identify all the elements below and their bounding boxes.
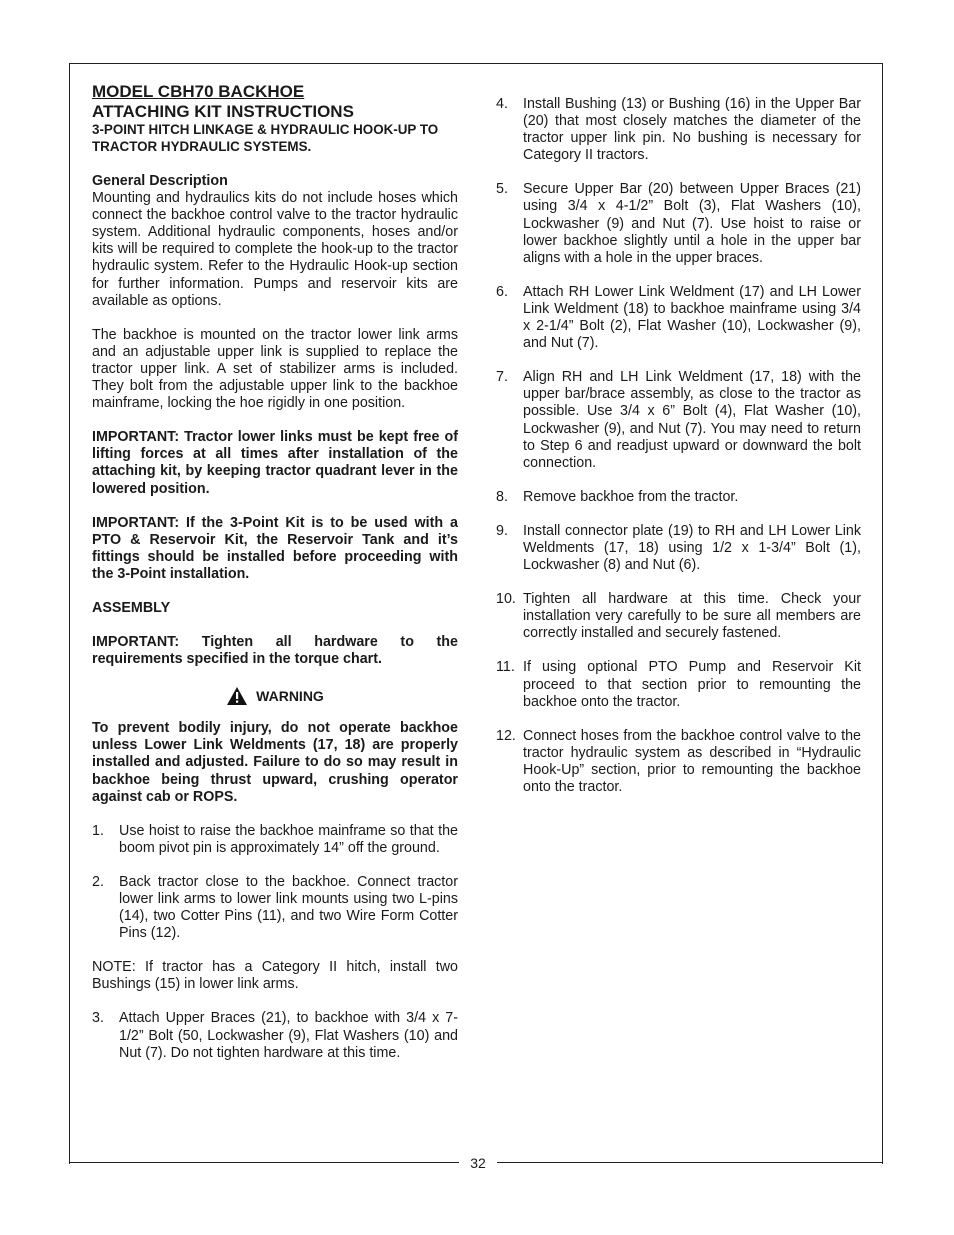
step-text: Back tractor close to the backhoe. Connect tractor lower link arms to lower link mounts using two L-pins (14), two Cotter Pins (11), and two Wire Form Cotter Pins (12). bbox=[119, 873, 458, 942]
list-item bbox=[496, 96, 861, 164]
step-number: 12. bbox=[496, 727, 516, 744]
step-text: Attach RH Lower Link Weldment (17) and LH Lower Link Weldment (18) to backhoe mainframe using 3/4 x 2-1/4” Bolt (2), Flat Washer (10), Lockwasher (9), and Nut (7). bbox=[523, 283, 861, 352]
step-number: 9. bbox=[496, 522, 508, 539]
general-description-para2: The backhoe is mounted on the tractor lower link arms and an adjustable upper link is supplied to replace the tractor upper link. A set of stabilizer arms is included. They bolt from the adjustable upper link to the backhoe mainframe, locking the hoe rigidly in one position. bbox=[92, 326, 458, 412]
warning-header bbox=[92, 686, 458, 706]
step-text: Remove backhoe from the tractor. bbox=[523, 488, 739, 505]
list-item bbox=[496, 489, 861, 506]
step-text: Tighten all hardware at this time. Check your installation very carefully to be sure all members are correctly installed and securely fastened. bbox=[523, 591, 861, 642]
note-category-ii: NOTE: If tractor has a Category II hitch, install two Bushings (15) in lower link arms. bbox=[92, 959, 458, 993]
step-text: Connect hoses from the backhoe control valve to the tractor hydraulic system as described in “Hydraulic Hook-Up” section, prior to remounting the backhoe onto the tractor. bbox=[523, 727, 861, 795]
assembly-heading: ASSEMBLY bbox=[92, 599, 171, 616]
step-number: 2. bbox=[92, 873, 104, 890]
steps-list-left-2 bbox=[92, 1010, 458, 1061]
step-text: If using optional PTO Pump and Reservoir Kit proceed to that section prior to remounting the backhoe onto the tractor. bbox=[523, 659, 861, 710]
step-text: Install connector plate (19) to RH and LH Lower Link Weldments (17, 18) using 1/2 x 1-3/4” Bolt (1), Lockwasher (8) and Nut (6). bbox=[523, 522, 861, 574]
general-description-heading: General Description bbox=[92, 173, 228, 189]
important-note-pto-kit: IMPORTANT: If the 3-Point Kit is to be used with a PTO & Reservoir Kit, the Reservoir Tank and it’s fittings should be installed before proceeding with the 3-Point installation. bbox=[92, 514, 458, 582]
list-item bbox=[496, 369, 861, 472]
step-number: 5. bbox=[496, 181, 508, 198]
footer-rule-left bbox=[69, 1162, 459, 1163]
step-number: 1. bbox=[92, 822, 104, 839]
step-number: 6. bbox=[496, 283, 508, 300]
step-number: 10. bbox=[496, 591, 516, 608]
footer-rule-right bbox=[497, 1162, 882, 1163]
step-number: 3. bbox=[92, 1010, 104, 1027]
list-item bbox=[92, 874, 458, 942]
list-item bbox=[92, 823, 458, 857]
step-text: Install Bushing (13) or Bushing (16) in the Upper Bar (20) that most closely matches the diameter of the tractor upper link pin. No bushing is necessary for Category II tractors. bbox=[523, 96, 861, 164]
document-title: MODEL CBH70 BACKHOE bbox=[92, 82, 305, 101]
list-item bbox=[496, 591, 861, 642]
document-subtitle: 3-POINT HITCH LINKAGE & HYDRAULIC HOOK-UP TO TRACTOR HYDRAULIC SYSTEMS. bbox=[92, 122, 439, 154]
right-column bbox=[496, 96, 861, 813]
general-description-para1: Mounting and hydraulics kits do not include hoses which connect the backhoe control valve to the tractor hydraulic system. Additional hydraulic components, hoses and/or kits will be required to complete the hook-up to the tractor hydraulic system. Refer to the Hydraulic Hook-up section for further information. Pumps and reservoir kits are available as options. bbox=[92, 190, 458, 309]
step-number: 4. bbox=[496, 96, 508, 112]
step-number: 7. bbox=[496, 369, 508, 386]
step-number: 8. bbox=[496, 488, 508, 505]
warning-text: To prevent bodily injury, do not operate backhoe unless Lower Link Weldments (17, 18) are properly installed and adjusted. Failure to do so may result in backhoe being thrust upward, crushing operator against cab or ROPS. bbox=[92, 720, 458, 805]
step-text: Attach Upper Braces (21), to backhoe with 3/4 x 7-1/2” Bolt (50, Lockwasher (9), Flat Washers (10) and Nut (7). Do not tighten hardware at this time. bbox=[119, 1010, 458, 1061]
list-item bbox=[496, 284, 861, 352]
page-number: 32 bbox=[470, 1155, 486, 1171]
important-note-lower-links: IMPORTANT: Tractor lower links must be kept free of lifting forces at all times after installation of the attaching kit, by keeping tractor quadrant lever in the lowered position. bbox=[92, 429, 458, 497]
step-text: Secure Upper Bar (20) between Upper Braces (21) using 3/4 x 4-1/2” Bolt (3), Flat Washers (10), Lockwasher (9) and Nut (7). Use hoist to raise or lower backhoe slightly until a hole in the upper bar aligns with a hole in the upper braces. bbox=[523, 181, 861, 266]
important-note-torque: IMPORTANT: Tighten all hardware to the requirements specified in the torque chart. bbox=[92, 634, 458, 668]
step-number: 11. bbox=[496, 659, 515, 676]
list-item bbox=[496, 728, 861, 796]
list-item bbox=[92, 1010, 458, 1061]
list-item bbox=[496, 181, 861, 266]
steps-list-left bbox=[92, 823, 458, 943]
steps-list-right bbox=[496, 96, 861, 796]
warning-label: WARNING bbox=[256, 687, 324, 704]
warning-triangle-icon bbox=[226, 686, 248, 706]
list-item bbox=[496, 523, 861, 574]
left-column bbox=[92, 82, 458, 1079]
list-item bbox=[496, 659, 861, 710]
step-text: Align RH and LH Link Weldment (17, 18) with the upper bar/brace assembly, as close to the tractor as possible. Use 3/4 x 6” Bolt (4), Flat Washer (10), Lockwasher (9), and Nut (7). You may need to return to Step 6 and readjust upward or downward the bolt connection. bbox=[523, 369, 861, 471]
document-title-line2: ATTACHING KIT INSTRUCTIONS bbox=[92, 102, 354, 121]
step-text: Use hoist to raise the backhoe mainframe so that the boom pivot pin is approximately 14” off the ground. bbox=[119, 822, 458, 856]
